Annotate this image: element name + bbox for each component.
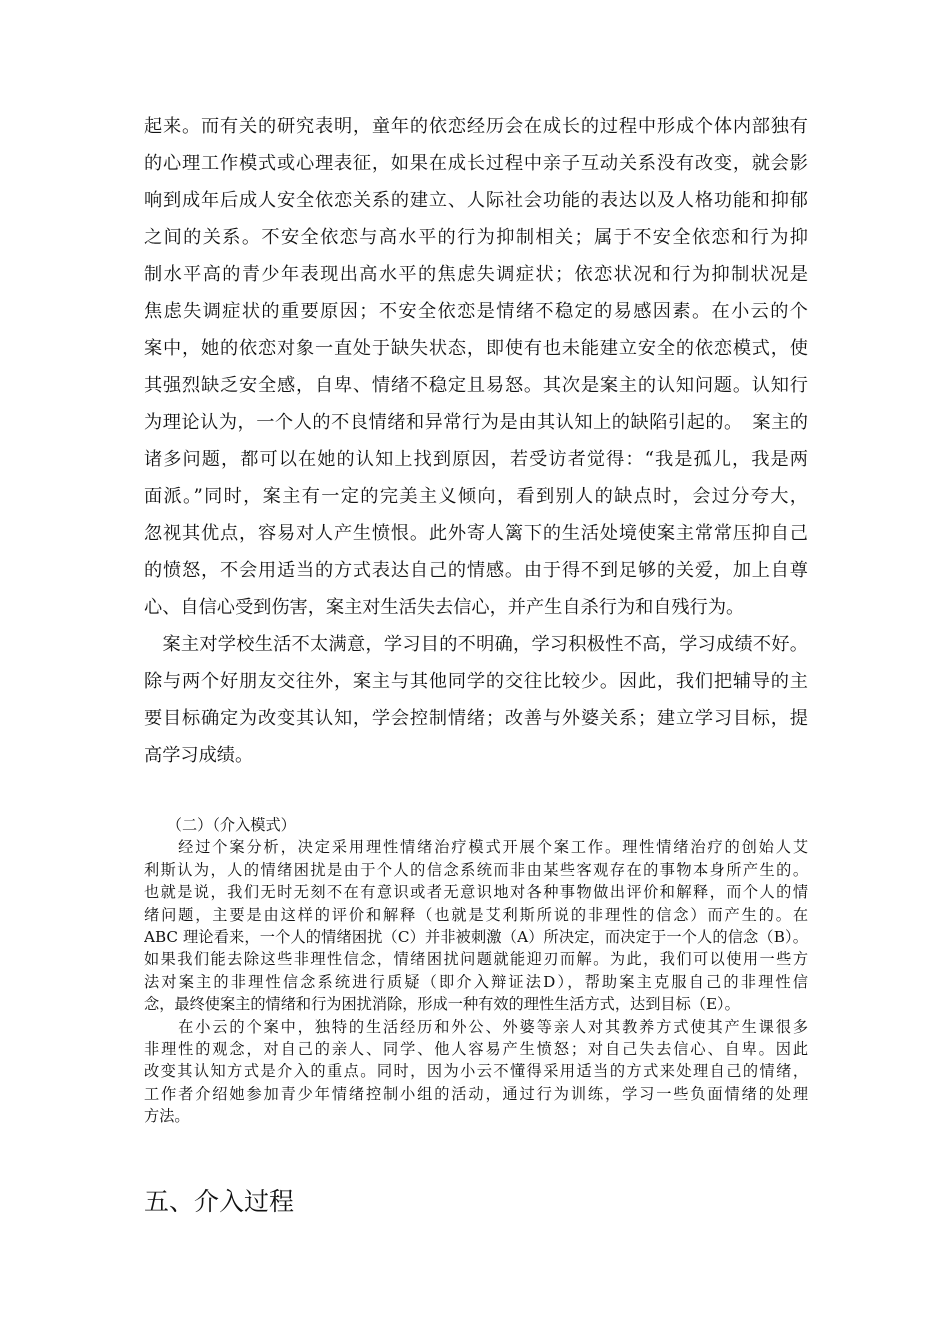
text-line: 改变其认知方式是介入的重点。同时，因为小云不懂得采用适当的方式来处理自己的情绪， [144, 1062, 808, 1081]
text-line: 绪问题，主要是由这样的评价和解释（也就是艾利斯所说的非理性的信念）而产生的。在 [144, 905, 808, 924]
body-text-large [144, 108, 808, 774]
text-line: 诸多问题，都可以在她的认知上找到原因，若受访者觉得：“我是孤儿，我是两 [144, 449, 808, 470]
text-line: 的愤怒，不会用适当的方式表达自己的情感。由于得不到足够的关爱，加上自尊 [144, 560, 808, 581]
text-line: 心、自信心受到伤害，案主对生活失去信心，并产生自杀行为和自残行为。 [144, 597, 745, 618]
section-title: 五、介入过程 [144, 1187, 295, 1216]
text-line: 面派。”同时，案主有一定的完美主义倾向，看到别人的缺点时，会过分夸大， [144, 486, 808, 507]
text-line: 高学习成绩。 [144, 745, 254, 766]
text-line: 焦虑失调症状的重要原因；不安全依恋是情绪不稳定的易感因素。在小云的个 [144, 301, 808, 322]
text-line: 为理论认为，一个人的不良情绪和异常行为是由其认知上的缺陷引起的。 案主的 [144, 412, 808, 433]
text-line: 工作者介绍她参加青少年情绪控制小组的活动，通过行为训练，学习一些负面情绪的处理 [144, 1084, 808, 1103]
text-line: 非理性的观念，对自己的亲人、同学、他人容易产生愤怒；对自己失去信心、自卑。因此 [144, 1039, 808, 1058]
text-line: 经过个案分析，决定采用理性情绪治疗模式开展个案工作。理性情绪治疗的创始人艾 [144, 838, 808, 857]
body-text-small [144, 814, 808, 1127]
text-line: 其强烈缺乏安全感，自卑、情绪不稳定且易怒。其次是案主的认知问题。认知行 [144, 375, 808, 396]
text-line: 法对案主的非理性信念系统进行质疑（即介入辩证法D），帮助案主克服自己的非理性信 [144, 972, 808, 991]
text-line: 方法。 [144, 1107, 190, 1126]
text-line: 念，最终使案主的情绪和行为困扰消除，形成一种有效的理性生活方式，达到目标（E）。 [144, 995, 740, 1014]
text-line: 利斯认为，人的情绪困扰是由于个人的信念系统而非由某些客观存在的事物本身所产生的。 [144, 860, 808, 879]
text-line: 除与两个好朋友交往外，案主与其他同学的交往比较少。因此，我们把辅导的主 [144, 671, 808, 692]
paragraph-case-focus [144, 1016, 808, 1128]
text-line: 的心理工作模式或心理表征，如果在成长过程中亲子互动关系没有改变，就会影 [144, 153, 808, 174]
text-line: 也就是说，我们无时无刻不在有意识或者无意识地对各种事物做出评价和解释，而个人的情 [144, 883, 808, 902]
text-line: 在小云的个案中，独特的生活经历和外公、外婆等亲人对其教养方式使其产生课很多 [144, 1017, 808, 1036]
paragraph-school-life [144, 626, 808, 774]
text-line: 案主对学校生活不太满意，学习目的不明确，学习积极性不高，学习成绩不好。 [144, 634, 808, 655]
paragraph-attachment-analysis [144, 108, 808, 626]
subsection-heading: （二）（介入模式） [144, 816, 296, 834]
text-line: 忽视其优点，容易对人产生愤恨。此外寄人篱下的生活处境使案主常常压抑自己 [144, 523, 808, 544]
paragraph-rational-emotive-model [144, 836, 808, 1015]
text-line: 要目标确定为改变其认知，学会控制情绪；改善与外婆关系；建立学习目标，提 [144, 708, 808, 729]
text-line: ABC 理论看来，一个人的情绪困扰（C）并非被刺激（A）所决定，而决定于一个人的信念（B）。 [144, 927, 808, 946]
text-line: 起来。而有关的研究表明，童年的依恋经历会在成长的过程中形成个体内部独有 [144, 116, 808, 137]
text-line: 之间的关系。不安全依恋与高水平的行为抑制相关；属于不安全依恋和行为抑 [144, 227, 808, 248]
text-line: 案中，她的依恋对象一直处于缺失状态，即使有也未能建立安全的依恋模式，使 [144, 338, 808, 359]
text-line: 制水平高的青少年表现出高水平的焦虑失调症状；依恋状况和行为抑制状况是 [144, 264, 808, 285]
text-line: 如果我们能去除这些非理性信念，情绪困扰问题就能迎刃而解。为此，我们可以使用一些方 [144, 950, 808, 969]
text-line: 响到成年后成人安全依恋关系的建立、人际社会功能的表达以及人格功能和抑郁 [144, 190, 808, 211]
